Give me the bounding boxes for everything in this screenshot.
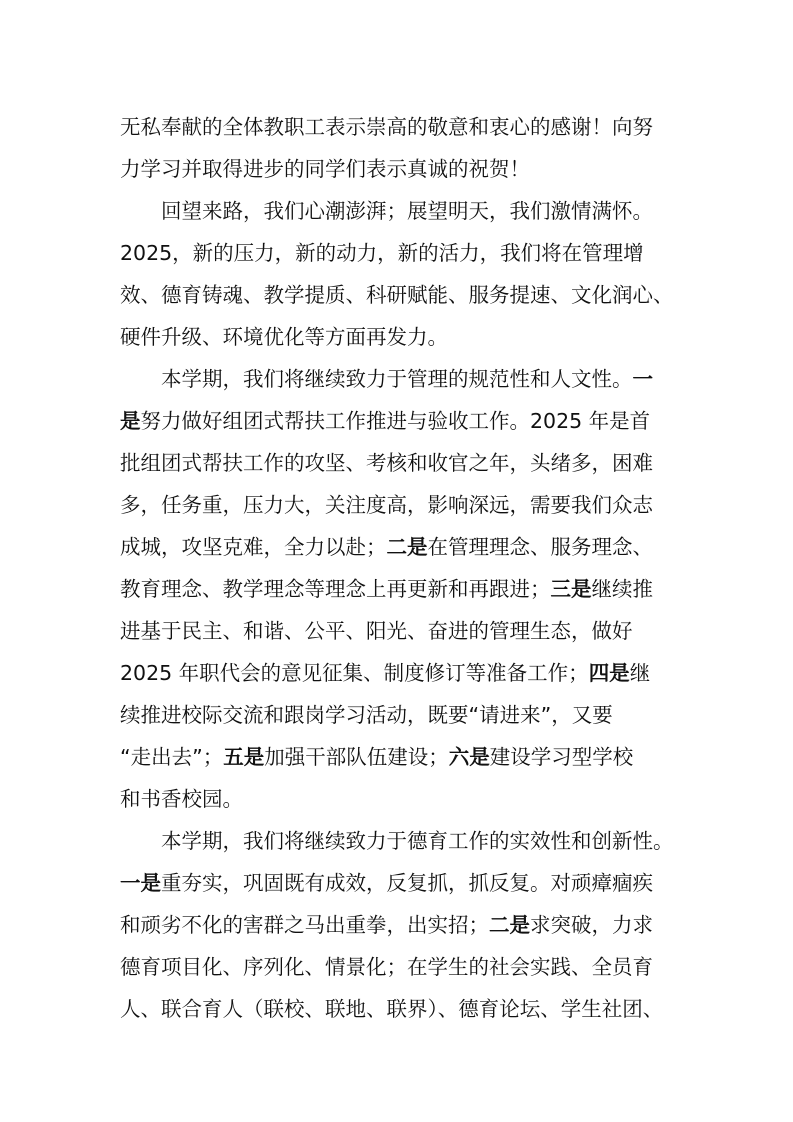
bold-marker: 五是: [223, 745, 265, 769]
paragraph-first-line: 回望来路，我们心潮澎湃；展望明天，我们激情满怀。: [161, 199, 653, 223]
text-line: 教育理念、教学理念等理念上再更新和再跟进；三是继续推: [120, 577, 653, 601]
text-line: 一是重夯实，巩固既有成效，反复抓，抓反复。对顽瘴痼疾: [120, 871, 653, 895]
bold-marker: 一: [632, 367, 653, 391]
bold-marker: 二是: [489, 913, 530, 937]
bold-marker: 是: [120, 409, 141, 433]
text-line: 续推进校际交流和跟岗学习活动，既要“请进来”，又要: [120, 703, 613, 727]
text-line: 和顽劣不化的害群之马出重拳，出实招；二是求突破，力求: [120, 913, 653, 937]
text-line: 是努力做好组团式帮扶工作推进与验收工作。2025 年是首: [120, 409, 651, 433]
bold-marker: 二是: [386, 535, 428, 559]
text-line: 硬件升级、环境优化等方面再发力。: [120, 325, 448, 349]
text-line: 成城，攻坚克难，全力以赴；二是在管理理念、服务理念、: [120, 535, 653, 559]
text-line: 2025 年职代会的意见征集、制度修订等准备工作；四是继: [120, 661, 651, 685]
text-line: 2025，新的压力，新的动力，新的活力，我们将在管理增: [120, 241, 644, 265]
paragraph-first-line: 本学期，我们将继续致力于德育工作的实效性和创新性。: [161, 829, 674, 853]
text-line: 批组团式帮扶工作的攻坚、考核和收官之年，头绪多，困难: [120, 451, 653, 475]
text-line: 力学习并取得进步的同学们表示真诚的祝贺！: [120, 157, 530, 181]
paragraph-first-line: 本学期，我们将继续致力于管理的规范性和人文性。一: [161, 367, 653, 391]
bold-marker: 三是: [550, 577, 592, 601]
bold-marker: 一是: [120, 871, 161, 895]
text-line: 无私奉献的全体教职工表示崇高的敬意和衷心的感谢！向努: [120, 115, 653, 139]
text-line: 人、联合育人（联校、联地、联界）、德育论坛、学生社团、: [120, 997, 664, 1021]
text-line: 多，任务重，压力大，关注度高，影响深远，需要我们众志: [120, 493, 653, 517]
text-line: “走出去”；五是加强干部队伍建设；六是建设学习型学校: [120, 745, 634, 769]
text-line: 和书香校园。: [120, 787, 243, 811]
bold-marker: 六是: [448, 745, 490, 769]
text-line: 德育项目化、序列化、情景化；在学生的社会实践、全员育: [120, 955, 653, 979]
text-line: 效、德育铸魂、教学提质、科研赋能、服务提速、文化润心、: [120, 283, 674, 307]
text-line: 进基于民主、和谐、公平、阳光、奋进的管理生态，做好: [120, 619, 633, 643]
bold-marker: 四是: [588, 661, 630, 685]
